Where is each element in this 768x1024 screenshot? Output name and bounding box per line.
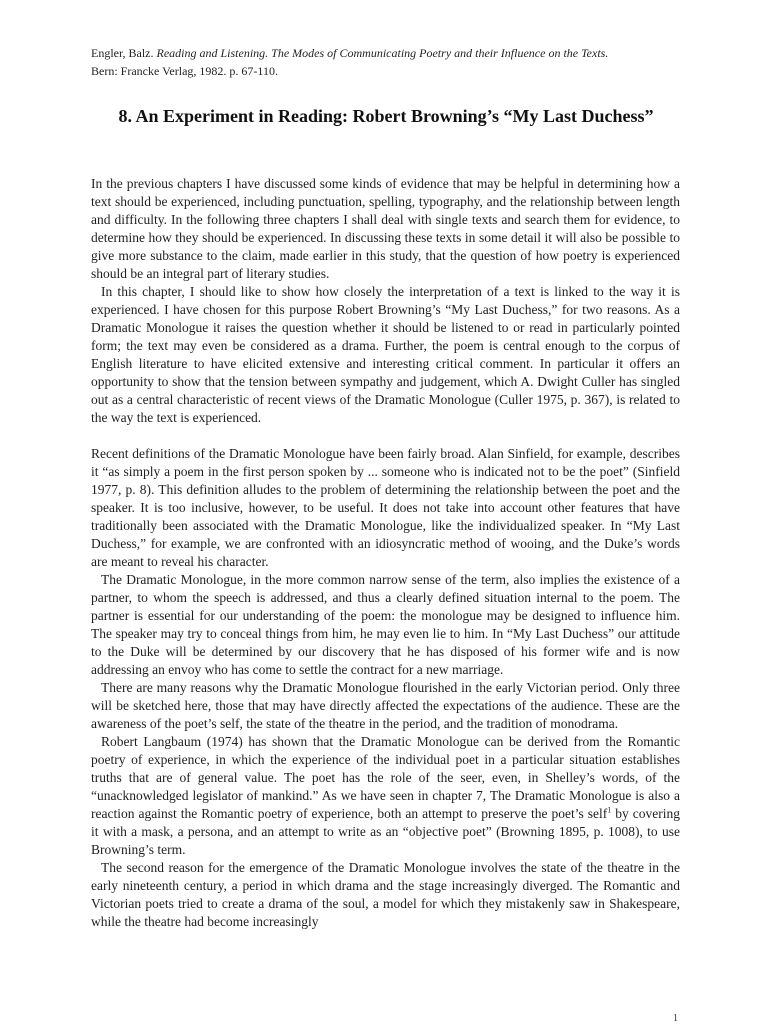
page-number: 1 [673,1013,678,1024]
paragraph-6-text: Robert Langbaum (1974) has shown that the Dramatic Monologue can be derived from the Romantic poetry of experience, in which the experience of the individual poet in a particular situation establishes truths that are of general value. The poet has the role of the seer, even, in Shelley’s words, of the “unacknowledged legislator of mankind.” As we have seen in chapter 7, The Dramatic Monologue is also a reaction against the Romantic poetry of experience, both an attempt to preserve the poet’s self [91,734,680,821]
chapter-title: 8. An Experiment in Reading: Robert Browning’s “My Last Duchess” [118,106,654,126]
footnote-reference[interactable]: 1 [607,805,612,815]
paragraph-6-continuation: by covering it with a mask, a persona, and an attempt to write as an “objective poet” (Browning 1895, p. 1008), to use Browning’s term. [91,806,680,857]
paragraph-7: The second reason for the emergence of the Dramatic Monologue involves the state of the theatre in the early nineteenth century, a period in which drama and the stage increasingly diverged. The Romantic and Victorian poets tried to create a drama of the soul, a model for which they mistakenly saw in Shakespeare, while the theatre had become increasingly [91,860,680,929]
citation-title: Reading and Listening. The Modes of Communicating Poetry and their Influence on the Texts. [156,46,609,60]
paragraph-4: The Dramatic Monologue, in the more common narrow sense of the term, also implies the existence of a partner, to whom the speech is addressed, and thus a clearly defined situation internal to the poem. The partner is essential for our understanding of the poem: the monologue may be designed to influence him. The speaker may try to conceal things from him, he may even lie to him. In “My Last Duchess” our attitude to the Duke will be determined by our discovery that he has disposed of his former wife and is now addressing an envoy who has come to settle the contract for a new marriage. [91,572,680,677]
body-text [91,175,680,931]
paragraph-3: Recent definitions of the Dramatic Monologue have been fairly broad. Alan Sinfield, for example, describes it “as simply a poem in the first person spoken by ... someone who is indicated not to be the poet” (Sinfield 1977, p. 8). This definition alludes to the problem of determining the relationship between the poet and the speaker. It is too inclusive, however, to be useful. It does not take into account other features that have traditionally been associated with the Dramatic Monologue, like the individualized speaker. In “My Last Duchess,” for example, we are confronted with an idiosyncratic method of wooing, and the Duke’s words are meant to reveal his character. [91,446,680,569]
citation-line-1 [91,44,608,62]
bibliographic-citation [91,44,608,80]
paragraph-2: In this chapter, I should like to show how closely the interpretation of a text is linked to the way it is experienced. I have chosen for this purpose Robert Browning’s “My Last Duchess,” for two reasons. As a Dramatic Monologue it raises the question whether it should be listened to or read in particularly pointed form; the text may even be considered as a drama. Further, the poem is central enough to the corpus of English literature to have elicited extensive and interesting critical comment. In particular it offers an opportunity to show that the tension between sympathy and judgement, which A. Dwight Culler has singled out as a central characteristic of recent views of the Dramatic Monologue (Culler 1975, p. 367), is related to the way the text is experienced. [91,284,680,425]
citation-publisher: Bern: Francke Verlag, 1982. p. 67-110. [91,64,278,78]
paragraph-5: There are many reasons why the Dramatic Monologue flourished in the early Victorian period. Only three will be sketched here, those that may have directly affected the expectations of the audience. These are the awareness of the poet’s self, the state of the theatre in the period, and the tradition of monodrama. [91,680,680,731]
paragraph-6 [91,733,680,859]
paragraph-1: In the previous chapters I have discussed some kinds of evidence that may be helpful in determining how a text should be experienced, including punctuation, spelling, typography, and the relationship between length and difficulty. In the following three chapters I shall deal with single texts and search them for evidence, to determine how they should be experienced. In discussing these texts in some detail it will also be possible to give more substance to the claim, made earlier in this study, that the question of how poetry is experienced should be an integral part of literary studies. [91,176,680,281]
citation-author: Engler, Balz. [91,46,154,60]
